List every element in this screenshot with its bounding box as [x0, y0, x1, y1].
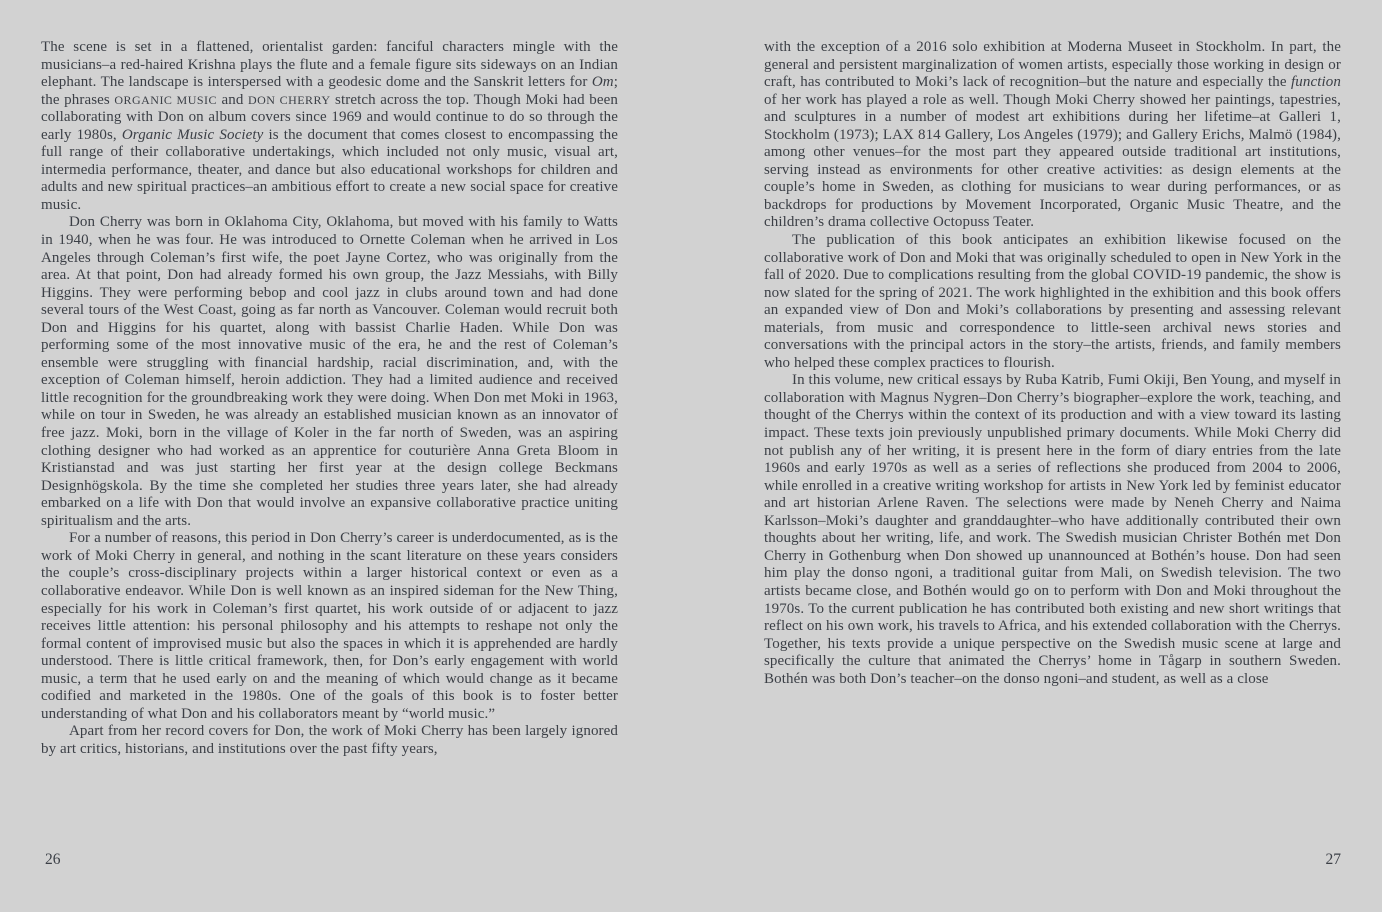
italic-text: Om — [591, 74, 614, 91]
paragraph — [41, 214, 618, 530]
body-text: stretch across the top. Though Moki had been collaborating with Don on album covers since 1969 and would continue to do so through the early 1980s, — [41, 91, 618, 143]
right-page-body-text — [764, 39, 1341, 688]
smallcaps-text: DON CHERRY — [248, 92, 331, 107]
paragraph — [764, 372, 1341, 688]
italic-text: Organic Music Society — [121, 126, 264, 143]
body-text: of her work has played a role as well. Though Moki Cherry showed her paintings, tapestries, and sculptures in a number of modest art exhibitions during her lifetime–at Galleri 1, Stockholm (1973); LAX 814 Gallery, Los Angeles (1979); and Gallery Erichs, Malmö (1984), among other venues–for the most part they appeared outside traditional art institutions, serving instead as environments for other creative activities: as design elements at the couple’s home in Sweden, as clothing for musicians to wear during performances, or as backdrops for productions by Movement Incorporated, Organic Music Theatre, and the children’s drama collective Octopuss Teater. — [764, 91, 1341, 231]
body-text: The publication of this book anticipates an exhibition likewise focused on the collaborative work of Don and Moki that was originally scheduled to open in New York in the fall of 2020. Due to complications resulting from the global COVID-19 pandemic, the show is now slated for the spring of 2021. The work highlighted in the exhibition and this book offers an expanded view of Don and Moki’s collaborations by presenting and assessing relevant materials, from music and correspondence to little-seen archival news stories and conversations with the principal actors in the story–the artists, friends, and family members who helped these complex practices to flourish. — [764, 232, 1341, 371]
body-text: In this volume, new critical essays by Ruba Katrib, Fumi Okiji, Ben Young, and myself in collaboration with Magnus Nygren–Don Cherry’s biographer–explore the work, teaching, and thought of the Cherrys within the context of its production and with a view toward its lasting impact. These texts join previously unpublished primary documents. While Moki Cherry did not publish any of her writing, it is present here in the form of diary entries from the late 1960s and early 1970s as well as a series of reflections she produced from 2004 to 2006, while enrolled in a creative writing workshop for artists in New York led by feminist educator and art historian Arlene Raven. The selections were made by Neneh Cherry and Naima Karlsson–Moki’s daughter and granddaughter–who have additionally contributed their own thoughts about her writing, life, and work. The Swedish musician Christer Bothén met Don Cherry in Gothenburg when Don showed up unannounced at Bothén’s house. Don had seen him play the donso ngoni, a traditional guitar from Mali, on Swedish television. The two artists became close, and Bothén would go on to perform with Don and Moki throughout the 1970s. To the current publication he has contributed both existing and new short writings that reflect on his own work, his travels to Africa, and his extended collaboration with the Cherrys. Together, his texts provide a unique perspective on the Swedish music scene at large and specifically the culture that animated the Cherrys’ home in Tågarp in southern Sweden. Bothén was both Don’s teacher–on the donso ngoni–and student, as well as a close — [764, 372, 1341, 687]
smallcaps-text: ORGANIC MUSIC — [114, 92, 217, 107]
body-text: with the exception of a 2016 solo exhibition at Moderna Museet in Stockholm. In part, the general and persistent marginalization of women artists, especially those working in design or craft, has contributed to Moki’s lack of recognition–but the nature and especially the — [764, 39, 1341, 91]
left-page-number: 26 — [45, 851, 61, 868]
left-page-body-text — [41, 39, 618, 758]
right-page-number: 27 — [1325, 851, 1341, 868]
body-text: Don Cherry was born in Oklahoma City, Oklahoma, but moved with his family to Watts in 1940, when he was four. He was introduced to Ornette Coleman when he arrived in Los Angeles through Coleman’s first wife, the poet Jayne Cortez, who was originally from the area. At that point, Don had already formed his own group, the Jazz Messiahs, with Billy Higgins. They were performing bebop and cool jazz in clubs around town and had done several tours of the West Coast, going as far north as Vancouver. Coleman would recruit both Don and Higgins for his quartet, along with bassist Charlie Haden. While Don was performing some of the most innovative music of the era, he and the rest of Coleman’s ensemble were struggling with financial hardship, racial discrimination, and, with the exception of Coleman himself, heroin addiction. They had a limited audience and received little recognition for the groundbreaking work they were doing. When Don met Moki in 1963, while on tour in Sweden, he was already an established musician known as an innovator of free jazz. Moki, born in the village of Koler in the far north of Sweden, was an aspiring clothing designer who had worked as an apprentice for couturière Anna Greta Bloom in Kristianstad and was just starting her first year at the design college Beckmans Designhögskola. By the time she completed her studies three years later, she had already embarked on a life with Don that would involve an expansive collaborative practice uniting spiritualism and the arts. — [41, 214, 618, 529]
italic-text: function — [1291, 74, 1341, 91]
body-text: ; the phrases — [41, 74, 618, 108]
right-page — [691, 0, 1382, 912]
paragraph — [41, 723, 618, 758]
paragraph — [41, 39, 618, 214]
paragraph — [764, 39, 1341, 232]
body-text: and — [216, 91, 248, 108]
body-text: is the document that comes closest to encompassing the full range of their collaborative undertakings, which included not only music, visual art, intermedia performance, theater, and dance but also educational workshops for children and adults and new spiritual practices–an ambitious effort to create a new social space for creative music. — [41, 126, 618, 213]
body-text: For a number of reasons, this period in Don Cherry’s career is underdocumented, as is the work of Moki Cherry in general, and nothing in the scant literature on these years considers the couple’s cross-disciplinary projects within a larger historical context or even as a collaborative endeavor. While Don is well known as an inspired sideman for the New Thing, especially for his work in Coleman’s first quartet, his work outside of or adjacent to jazz receives little attention: his personal philosophy and his attempts to reshape not only the formal content of improvised music but also the spaces in which it is apprehended are hardly understood. There is little critical framework, then, for Don’s early engagement with world music, a term that he used early on and the meaning of which would change as it became codified and marketed in the 1980s. One of the goals of this book is to foster better understanding of what Don and his collaborators meant by “world music.” — [41, 530, 618, 722]
paragraph — [764, 232, 1341, 372]
paragraph — [41, 530, 618, 723]
body-text: The scene is set in a flattened, orientalist garden: fanciful characters mingle with the musicians–a red-haired Krishna plays the flute and a female figure sits sideways on an Indian elephant. The landscape is interspersed with a geodesic dome and the Sanskrit letters for — [41, 39, 618, 91]
body-text: Apart from her record covers for Don, the work of Moki Cherry has been largely ignored by art critics, historians, and institutions over the past fifty years, — [41, 723, 618, 757]
